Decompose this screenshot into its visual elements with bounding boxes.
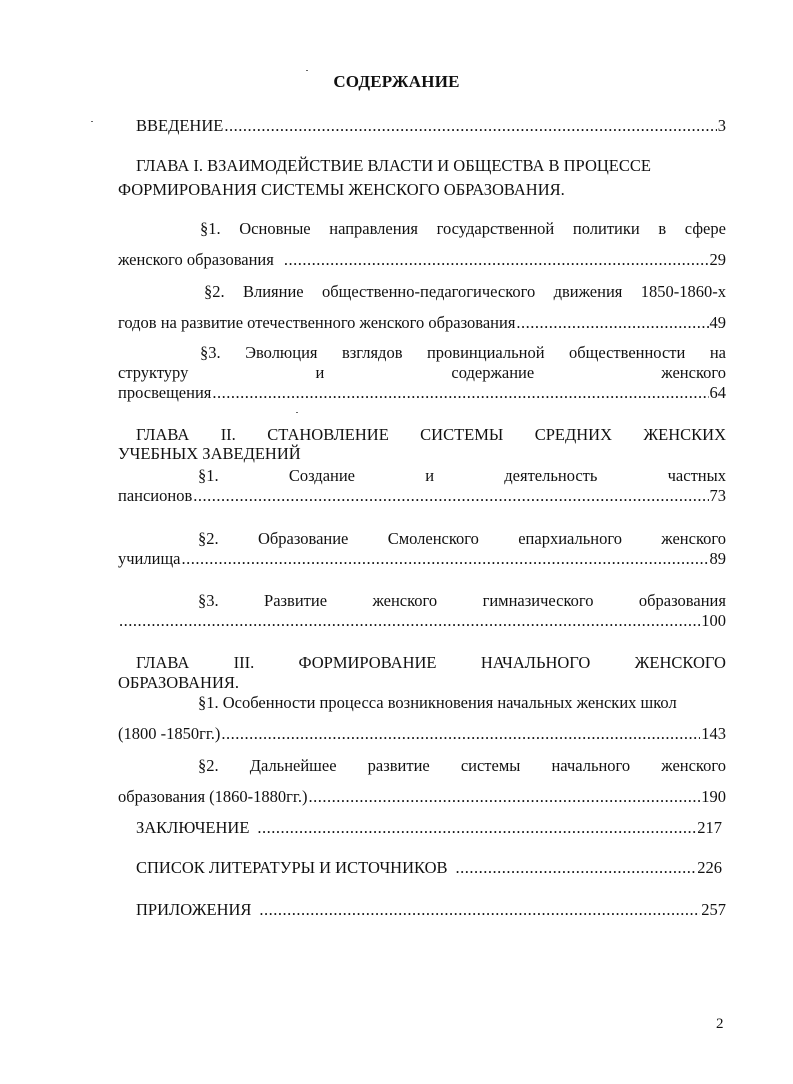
ch1-s1-line-1 bbox=[200, 219, 726, 239]
ch2-s1-line-1 bbox=[198, 466, 726, 486]
entry-label: женского образования bbox=[118, 250, 274, 269]
word: §2. bbox=[204, 282, 225, 301]
word: общественно-педагогического bbox=[321, 282, 536, 301]
word: Влияние bbox=[242, 282, 304, 301]
word: ФОРМИРОВАНИЕ bbox=[298, 653, 437, 672]
leader-dots bbox=[308, 787, 700, 807]
word: провинциальной bbox=[426, 343, 545, 362]
word: §3. bbox=[198, 591, 219, 610]
ch3-s2-line-1 bbox=[198, 756, 726, 776]
leader-dots bbox=[212, 383, 708, 403]
entry-page: 257 bbox=[701, 900, 726, 919]
word: СИСТЕМЫ bbox=[420, 425, 504, 444]
word: III. bbox=[233, 653, 255, 672]
word: содержание bbox=[451, 363, 535, 382]
entry-page: 100 bbox=[701, 611, 726, 630]
word: НАЧАЛЬНОГО bbox=[480, 653, 591, 672]
entry-label: ВВЕДЕНИЕ bbox=[136, 116, 224, 135]
word: §1. bbox=[200, 219, 221, 238]
word: взглядов bbox=[341, 343, 403, 362]
word: гимназического bbox=[482, 591, 594, 610]
entry-page: 3 bbox=[717, 116, 726, 135]
toc-entry-ch2-s1[interactable] bbox=[118, 486, 726, 506]
ch2-s2-line-1 bbox=[198, 529, 726, 549]
leader-dots bbox=[193, 486, 708, 506]
ch1-s3-line-2 bbox=[118, 363, 726, 383]
entry-label: образования (1860-1880гг.) bbox=[118, 787, 308, 806]
entry-page: 29 bbox=[709, 250, 726, 269]
chapter-3-heading-line-2: ОБРАЗОВАНИЯ. bbox=[118, 673, 239, 692]
word: и bbox=[425, 466, 435, 485]
entry-label: просвещения bbox=[118, 383, 212, 402]
word: Основные bbox=[239, 219, 311, 238]
toc-entry-ch2-s3[interactable] bbox=[118, 611, 726, 631]
entry-page: 49 bbox=[709, 313, 726, 332]
entry-label: училища bbox=[118, 549, 181, 568]
toc-entry-ch2-s2[interactable] bbox=[118, 549, 726, 569]
leader-dots bbox=[224, 116, 716, 136]
word: государственной bbox=[436, 219, 555, 238]
word: начального bbox=[551, 756, 631, 775]
entry-label: СПИСОК ЛИТЕРАТУРЫ И ИСТОЧНИКОВ bbox=[136, 858, 448, 877]
word: сфере bbox=[684, 219, 726, 238]
word: и bbox=[315, 363, 325, 382]
entry-page: 64 bbox=[709, 383, 726, 402]
page-number: 2 bbox=[716, 1016, 724, 1032]
toc-entry-literature[interactable] bbox=[136, 858, 722, 878]
entry-label: ПРИЛОЖЕНИЯ bbox=[136, 900, 252, 919]
word: Образование bbox=[257, 529, 349, 548]
entry-page: 143 bbox=[701, 724, 726, 743]
toc-entry-ch1-s1[interactable] bbox=[118, 250, 726, 270]
toc-title: СОДЕРЖАНИЕ bbox=[333, 72, 460, 91]
scan-speck bbox=[306, 70, 308, 71]
ch3-s1-line-1: §1. Особенности процесса возникновения начальных женских школ bbox=[198, 693, 677, 712]
word: §2. bbox=[198, 529, 219, 548]
word: Смоленского bbox=[387, 529, 479, 548]
chapter-3-heading-line-1 bbox=[136, 653, 726, 673]
toc-entry-conclusion[interactable] bbox=[136, 818, 722, 838]
entry-page: 217 bbox=[697, 818, 722, 837]
word: §3. bbox=[200, 343, 221, 362]
leader-dots bbox=[181, 549, 708, 569]
toc-entry-appendix[interactable] bbox=[136, 900, 726, 920]
word: частных bbox=[667, 466, 726, 485]
leader-dots bbox=[516, 313, 708, 333]
entry-page: 190 bbox=[701, 787, 726, 806]
ch1-s2-line-1 bbox=[204, 282, 726, 302]
chapter-2-heading-line-1 bbox=[136, 425, 726, 445]
entry-label: ЗАКЛЮЧЕНИЕ bbox=[136, 818, 250, 837]
chapter-1-heading-line-1: ГЛАВА I. ВЗАИМОДЕЙСТВИЕ ВЛАСТИ И ОБЩЕСТВА В ПРОЦЕССЕ bbox=[136, 156, 651, 175]
word: СТАНОВЛЕНИЕ bbox=[267, 425, 389, 444]
entry-page: 89 bbox=[709, 549, 726, 568]
word: СРЕДНИХ bbox=[534, 425, 612, 444]
word: политики bbox=[572, 219, 640, 238]
leader-dots bbox=[119, 611, 700, 631]
word: в bbox=[658, 219, 667, 238]
word: II. bbox=[220, 425, 236, 444]
word: структуру bbox=[118, 363, 189, 382]
word: ГЛАВА bbox=[136, 425, 190, 444]
word: ЖЕНСКИХ bbox=[643, 425, 726, 444]
chapter-2-heading-line-2: УЧЕБНЫХ ЗАВЕДЕНИЙ bbox=[118, 444, 301, 463]
ch1-s3-line-1 bbox=[200, 343, 726, 363]
toc-entry-ch3-s2[interactable] bbox=[118, 787, 726, 807]
word: Дальнейшее bbox=[249, 756, 337, 775]
word: на bbox=[709, 343, 726, 362]
ch2-s3-line-1 bbox=[198, 591, 726, 611]
leader-dots bbox=[284, 250, 709, 270]
toc-entry-ch1-s2[interactable] bbox=[118, 313, 726, 333]
word: §1. bbox=[198, 466, 219, 485]
entry-label: (1800 -1850гг.) bbox=[118, 724, 221, 743]
scan-speck bbox=[91, 121, 93, 122]
word: развитие bbox=[367, 756, 430, 775]
word: Развитие bbox=[264, 591, 328, 610]
toc-entry-introduction[interactable] bbox=[136, 116, 726, 136]
word: женского bbox=[661, 363, 726, 382]
word: Эволюция bbox=[245, 343, 318, 362]
chapter-1-heading-line-2: ФОРМИРОВАНИЯ СИСТЕМЫ ЖЕНСКОГО ОБРАЗОВАНИЯ. bbox=[118, 180, 565, 199]
leader-dots bbox=[221, 724, 700, 744]
word: направления bbox=[329, 219, 418, 238]
leader-dots bbox=[456, 858, 697, 878]
toc-entry-ch3-s1[interactable] bbox=[118, 724, 726, 744]
word: системы bbox=[460, 756, 521, 775]
entry-label: пансионов bbox=[118, 486, 193, 505]
word: ГЛАВА bbox=[136, 653, 190, 672]
word: Создание bbox=[288, 466, 356, 485]
word: 1850-1860-х bbox=[640, 282, 726, 301]
word: деятельность bbox=[504, 466, 598, 485]
word: общественности bbox=[569, 343, 686, 362]
leader-dots bbox=[259, 900, 700, 920]
word: образования bbox=[638, 591, 726, 610]
scan-speck bbox=[296, 412, 298, 413]
word: женского bbox=[372, 591, 438, 610]
toc-entry-ch1-s3[interactable] bbox=[118, 383, 726, 403]
entry-page: 226 bbox=[697, 858, 722, 877]
entry-label: годов на развитие отечественного женского образования bbox=[118, 313, 516, 332]
word: женского bbox=[661, 756, 726, 775]
leader-dots bbox=[257, 818, 696, 838]
entry-page: 73 bbox=[709, 486, 726, 505]
word: §2. bbox=[198, 756, 219, 775]
word: епархиального bbox=[518, 529, 622, 548]
word: женского bbox=[661, 529, 726, 548]
word: движения bbox=[553, 282, 623, 301]
word: ЖЕНСКОГО bbox=[634, 653, 726, 672]
